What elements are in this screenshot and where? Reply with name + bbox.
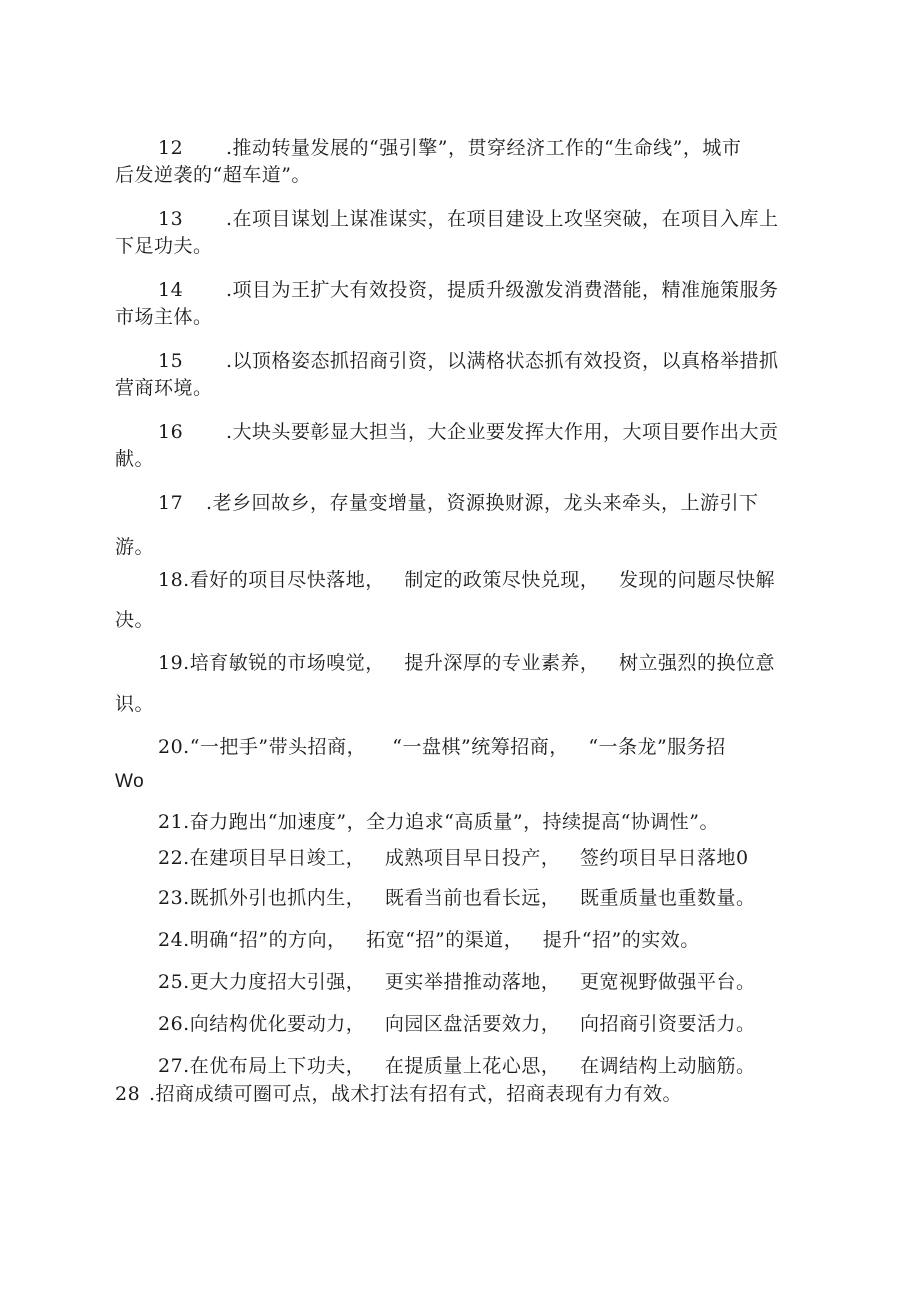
item-number: 14	[158, 279, 184, 301]
item-18-line2: 决。	[115, 609, 155, 631]
item-19-line2: 识。	[115, 693, 155, 715]
item-16-line2: 献。	[115, 448, 155, 470]
item-text: .招商成绩可圈可点，战术打法有招有式，招商表现有力有效。	[149, 1083, 683, 1105]
item-17-line1	[158, 491, 759, 515]
item-text: .以顶格姿态抓招商引资，以满格状态抓有效投资，以真格举措抓	[226, 350, 779, 372]
item-17-line2: 游。	[115, 536, 155, 558]
item-16-line1	[158, 420, 779, 444]
item-26: 26.向结构优化要动力， 向园区盘活要效力， 向招商引资要活力。	[158, 1013, 756, 1035]
item-text: .在项目谋划上谋准谋实，在项目建设上攻坚突破，在项目入库上	[226, 208, 779, 230]
item-text: .推动转量发展的“强引擎”，贯穿经济工作的“生命线”，城市	[226, 137, 742, 159]
item-22: 22.在建项目早日竣工， 成熟项目早日投产， 签约项目早日落地0	[158, 847, 749, 869]
item-28	[115, 1082, 682, 1106]
item-number: 17	[158, 492, 184, 514]
item-18-line1: 18.看好的项目尽快落地， 制定的政策尽快兑现， 发现的问题尽快解	[158, 569, 775, 591]
item-text: .老乡回故乡，存量变增量，资源换财源，龙头来牵头，上游引下	[206, 492, 759, 514]
item-number: 16	[158, 421, 184, 443]
item-27: 27.在优布局上下功夫， 在提质量上花心思， 在调结构上动脑筋。	[158, 1055, 756, 1077]
item-25: 25.更大力度招大引强， 更实举措推动落地， 更宽视野做强平台。	[158, 971, 756, 993]
item-14-line2: 市场主体。	[115, 306, 213, 328]
item-13-line2: 下足功夫。	[115, 235, 213, 257]
item-20-line2: Wo	[115, 771, 145, 792]
item-14-line1	[158, 278, 779, 302]
item-number: 28	[115, 1083, 141, 1105]
item-15-line2: 营商环境。	[115, 377, 213, 399]
item-23: 23.既抓外引也抓内生， 既看当前也看长远， 既重质量也重数量。	[158, 887, 756, 909]
item-19-line1: 19.培育敏锐的市场嗅觉， 提升深厚的专业素养， 树立强烈的换位意	[158, 652, 775, 674]
item-24: 24.明确“招”的方向， 拓宽“招”的渠道， 提升“招”的实效。	[158, 929, 700, 951]
item-12-line2: 后发逆袭的“超车道”。	[115, 164, 311, 186]
item-text: .大块头要彰显大担当，大企业要发挥大作用，大项目要作出大贡	[226, 421, 779, 443]
item-13-line1	[158, 207, 779, 231]
item-20-line1: 20.“一把手”带头招商， “一盘棋”统筹招商， “一条龙”服务招	[158, 736, 726, 758]
item-number: 12	[158, 137, 184, 159]
item-15-line1	[158, 349, 779, 373]
item-12-line1	[158, 136, 741, 160]
item-text: .项目为王扩大有效投资，提质升级激发消费潜能，精准施策服务	[226, 279, 779, 301]
item-21: 21.奋力跑出“加速度”，全力追求“高质量”，持续提高“协调性”。	[158, 811, 719, 833]
item-number: 13	[158, 208, 184, 230]
item-number: 15	[158, 350, 184, 372]
